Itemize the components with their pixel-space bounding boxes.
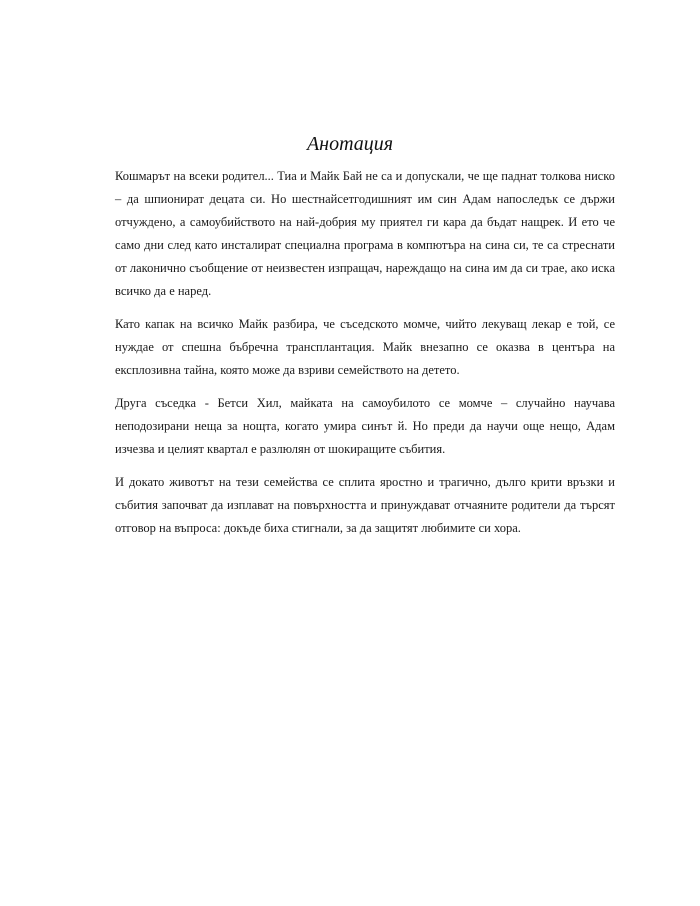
document-title: Анотация: [306, 133, 394, 155]
paragraph-4: И докато животът на тези семейства се сплита яростно и трагично, дълго крити връзки и събития започват да изплават на повърхността и принуждават отчаяните родители да търсят отговор на въпроса: докъде биха стигнали, за да защитят любимите си хора.: [115, 475, 615, 535]
paragraph-3: Друга съседка - Бетси Хил, майката на самоубилото се момче – случайно научава неподозирани неща за нощта, когато умира синът й. Но преди да научи още нещо, Адам изчезва и целият квартал е разлюлян от шокиращите събития.: [115, 396, 615, 456]
annotation-body: [115, 165, 615, 550]
paragraph-1: Кошмарът на всеки родител... Тиа и Майк Бай не са и допускали, че ще паднат толкова ниско – да шпионират децата си. Но шестнайсетгодишният им син Адам напоследък се държи отчуждено, а самоубийството на най-добрия му приятел ги кара да бъдат нащрек. И ето че само дни след като инсталират специална програма в компютъра на сина си, те са стреснати от лаконично съобщение от неизвестен изпращач, нареждащо на сина им да си трае, ако иска всичко да е наред.: [115, 169, 615, 298]
paragraph-2: Като капак на всичко Майк разбира, че съседското момче, чийто лекуващ лекар е той, се нуждае от спешна бъбречна трансплантация. Майк внезапно се оказва в центъра на експлозивна тайна, която може да взриви семейството на детето.: [115, 317, 615, 377]
